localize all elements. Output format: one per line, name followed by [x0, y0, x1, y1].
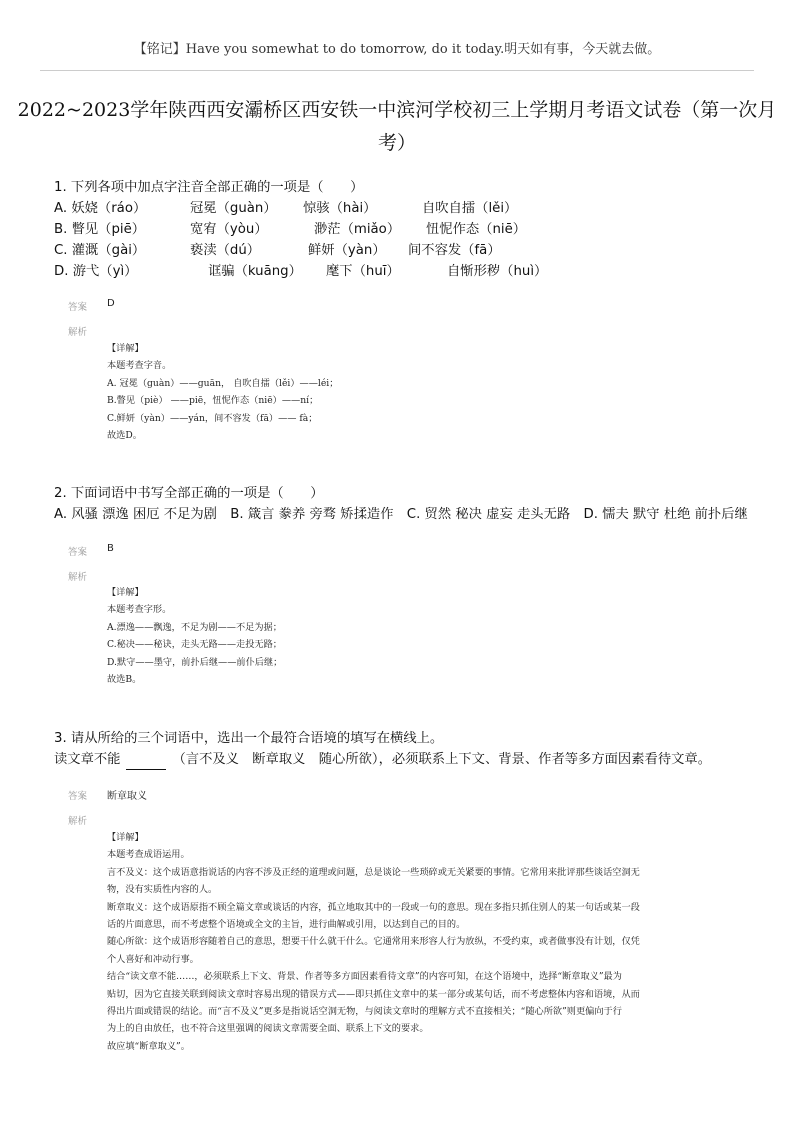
q1-option-d4: 自惭形秽（huì） [447, 264, 548, 279]
q2-detail-line: C.秘决——秘诀，走头无路——走投无路； [107, 639, 282, 651]
q1-option-a4: 自吹自擂（lěi） [422, 201, 518, 216]
q1-option-d1: D. 游弋（yì） [54, 264, 138, 279]
q1-detail-line: 故选D。 [107, 430, 142, 442]
q3-detail-line: 贴切，因为它直接关联到阅读文章时容易出现的错误方式——即只抓住文章中的某一部分或某句话，而不考虑整体内容和语境，从而 [107, 988, 640, 1000]
q3-detail-line: 断章取义：这个成语原指不顾全篇文章或谈话的内容，孤立地取其中的一段或一句的意思。现在多指只抓住别人的某一句话或某一段 [107, 901, 640, 913]
q1-option-b4: 忸怩作态（niē） [426, 222, 527, 237]
q3-detail-line: 话的片面意思，而不考虑整个语境或全文的主旨，进行曲解或引用，以达到自己的目的。 [107, 919, 466, 931]
q2-stem: 2. 下面词语中书写全部正确的一项是（ ） [54, 486, 324, 501]
q3-answer-label: 答案 [68, 791, 88, 802]
q2-detail-line: D.默守——墨守，前扑后继——前仆后继； [107, 656, 283, 668]
title-line-2: 考） [377, 132, 416, 154]
q3-detail-line: 随心所欲：这个成语形容随着自己的意思，想要干什么就干什么。它通常用来形容人行为放纵，不受约束，或者做事没有计划，仅凭 [107, 936, 640, 948]
q3-answer: 断章取义 [107, 791, 147, 802]
q3-sentence-before: 读文章不能 [54, 752, 121, 767]
q2-answer: B [107, 543, 114, 554]
q1-option-a3: 惊骇（hài） [303, 201, 377, 216]
q1-detail-line: C.鲜妍（yàn）——yán，间不容发（fā）—— fà； [107, 412, 318, 424]
q1-option-d2: 诓骗（kuāng） [208, 264, 302, 279]
q2-detail-line: A.漂逸——飘逸，不足为剧——不足为据； [107, 621, 282, 633]
q2-analysis-label: 解析 [68, 572, 88, 583]
q2-answer-label: 答案 [68, 547, 88, 558]
q1-analysis-label: 解析 [68, 327, 88, 338]
q3-sentence [54, 749, 711, 770]
q3-detail-line: 个人喜好和冲动行事。 [107, 953, 199, 965]
q2-detail-line: 【详解】 [107, 587, 144, 598]
q1-answer: D [107, 298, 115, 309]
q3-detail-line: 言不及义：这个成语意指说话的内容不涉及正经的道理或问题，总是谈论一些琐碎或无关紧要的事情。它常用来批评那些谈话空洞无 [107, 866, 640, 878]
q3-detail-line: 结合“读文章不能……，必须联系上下文、背景、作者等多方面因素看待文章”的内容可知，在这个语境中，选择“断章取义”最为 [107, 971, 622, 983]
q2-detail-line: 本题考查字形。 [107, 604, 172, 616]
q2-detail [107, 584, 722, 688]
q1-option-a2: 冠冕（guàn） [190, 201, 277, 216]
q1-option-d3: 麾下（huī） [326, 264, 400, 279]
q3-detail-line: 本题考查成语运用。 [107, 849, 190, 861]
q1-detail-line: B.瞥见（piè） ——piē，忸怩作态（niē）——ní； [107, 395, 319, 407]
header-divider [40, 70, 754, 71]
q1-option-c3: 鲜妍（yàn） [308, 243, 386, 258]
q3-detail [107, 829, 722, 1055]
q1-option-b2: 宽宥（yòu） [190, 222, 268, 237]
header-motto: 【铭记】Have you somewhat to do tomorrow, do it today.明天如有事，今天就去做。 [133, 42, 661, 57]
q1-detail-line: 本题考查字音。 [107, 360, 172, 372]
title-line-1: 2022~2023学年陕西西安灞桥区西安铁一中滨河学校初三上学期月考语文试卷（第一次月 [17, 99, 777, 121]
q1-answer-label: 答案 [68, 302, 88, 313]
q1-option-c4: 间不容发（fā） [408, 243, 501, 258]
page-title [0, 94, 794, 160]
q3-sentence-after: （言不及义 断章取义 随心所欲），必须联系上下文、背景、作者等多方面因素看待文章。 [172, 752, 712, 767]
q1-option-c2: 亵渎（dú） [190, 243, 261, 258]
q1-detail-line: 【详解】 [107, 343, 144, 354]
q2-options: A. 风骚 漂逸 困厄 不足为剧 B. 箴言 豢养 旁骛 矫揉造作 C. 贸然 秘决 虚妄 走头无路 D. 懦夫 默守 杜绝 前扑后继 [54, 507, 748, 522]
q1-detail-line: A. 冠冕（guàn）——guān， 自吹自擂（lěi）——léi； [107, 377, 339, 389]
q1-option-b3: 渺茫（miǎo） [314, 222, 401, 237]
q1-detail [107, 340, 722, 444]
q1-option-a1: A. 妖娆（ráo） [54, 201, 147, 216]
q3-stem: 3. 请从所给的三个词语中，选出一个最符合语境的填写在横线上。 [54, 731, 444, 746]
q3-detail-line: 为上的自由放任，也不符合这里强调的阅读文章需要全面、联系上下文的要求。 [107, 1023, 429, 1035]
q3-detail-line: 物，没有实质性内容的人。 [107, 884, 218, 896]
q1-option-c1: C. 灌溉（gài） [54, 243, 146, 258]
q3-detail-line: 故应填“断章取义”。 [107, 1040, 190, 1052]
q3-blank-input[interactable] [126, 755, 166, 770]
q1-stem: 1. 下列各项中加点字注音全部正确的一项是（ ） [54, 180, 364, 195]
q3-detail-line: 得出片面或错误的结论。而“言不及义”更多是指说话空洞无物，与阅读文章时的理解方式不直接相关；“随心所欲”则更偏向于行 [107, 1006, 622, 1018]
q3-analysis-label: 解析 [68, 816, 88, 827]
q3-detail-line: 【详解】 [107, 832, 144, 843]
q1-option-b1: B. 瞥见（piē） [54, 222, 146, 237]
q2-detail-line: 故选B。 [107, 674, 142, 686]
